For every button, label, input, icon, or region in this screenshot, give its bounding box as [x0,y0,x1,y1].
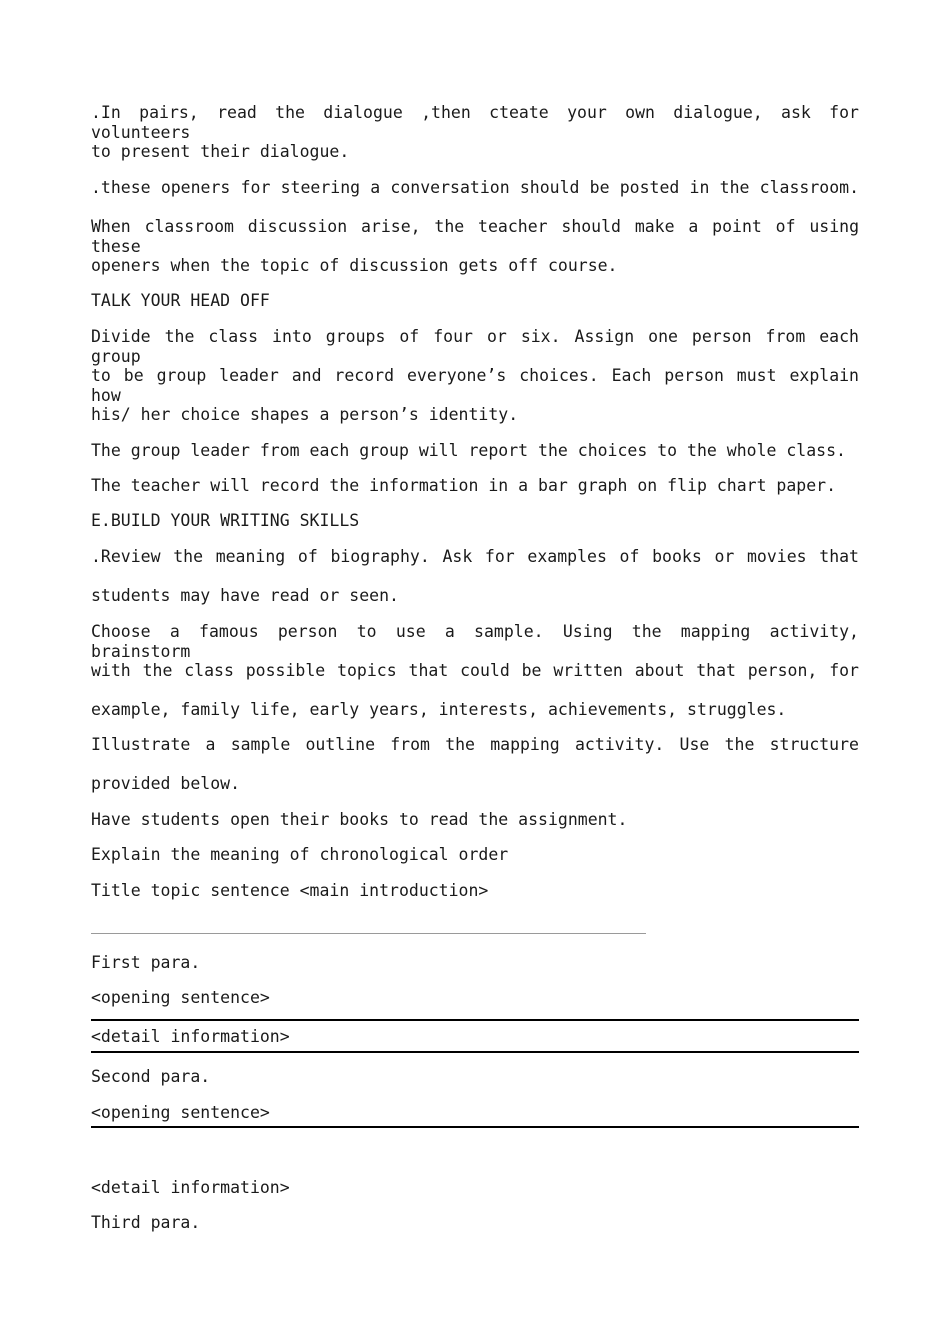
section-heading: TALK YOUR HEAD OFF [91,291,270,310]
paragraph-line: students may have read or seen. [91,586,399,605]
outline-item: <detail information> [91,1027,290,1046]
paragraph-line: .these openers for steering a conversation should be posted in the classroom. [91,178,859,197]
outline-item: First para. [91,953,201,972]
outline-item: <detail information> [91,1178,290,1197]
paragraph-line: .In pairs, read the dialogue ,then cteate your own dialogue, ask for volunteers [91,103,859,142]
outline-item: Second para. [91,1067,211,1086]
paragraph-line: to present their dialogue. [91,142,350,161]
paragraph-line: his/ her choice shapes a person’s identity. [91,405,519,424]
paragraph-line: Illustrate a sample outline from the mapping activity. Use the structure [91,735,859,754]
paragraph-line: Divide the class into groups of four or six. Assign one person from each group [91,327,859,366]
outline-title-line: Title topic sentence <main introduction> [91,881,489,900]
paragraph-line: The teacher will record the information in a bar graph on flip chart paper. [91,476,837,495]
blank-underline [91,933,646,934]
paragraph-line: Choose a famous person to use a sample. Using the mapping activity, brainstorm [91,622,859,661]
paragraph-line: The group leader from each group will report the choices to the whole class. [91,441,846,460]
paragraph-line: with the class possible topics that could be written about that person, for [91,661,859,680]
section-heading: E.BUILD YOUR WRITING SKILLS [91,511,360,530]
paragraph-line: openers when the topic of discussion gets off course. [91,256,618,275]
paragraph-line: Have students open their books to read the assignment. [91,810,628,829]
paragraph-line: to be group leader and record everyone’s choices. Each person must explain how [91,366,859,405]
paragraph-line: When classroom discussion arise, the teacher should make a point of using these [91,217,859,256]
paragraph-line: example, family life, early years, interests, achievements, struggles. [91,700,787,719]
table-rule [91,1019,859,1021]
paragraph-line: provided below. [91,774,241,793]
table-rule [91,1126,859,1128]
outline-item: <opening sentence> [91,988,270,1007]
paragraph-line: Explain the meaning of chronological order [91,845,509,864]
outline-item: Third para. [91,1213,201,1232]
table-rule [91,1051,859,1053]
paragraph-line: .Review the meaning of biography. Ask for examples of books or movies that [91,547,859,566]
outline-item: <opening sentence> [91,1103,270,1122]
